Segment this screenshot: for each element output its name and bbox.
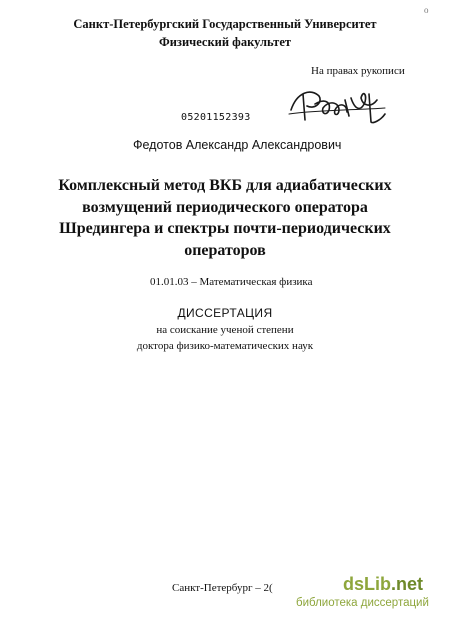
corner-mark: o: [424, 5, 429, 15]
faculty-name: Физический факультет: [158, 35, 292, 49]
title-line: Шредингера и спектры почти-периодических: [59, 220, 391, 237]
city-year: Санкт-Петербург – 2(: [172, 582, 273, 594]
watermark-logo[interactable]: [343, 574, 423, 595]
handwritten-signature: [285, 80, 390, 125]
university-name: Санкт-Петербургский Государственный Университет: [73, 17, 377, 31]
degree-name: доктора физико-математических наук: [136, 340, 314, 352]
manuscript-rights-note: На правах рукописи: [311, 65, 405, 77]
watermark-subtitle: библиотека диссертаций: [296, 597, 429, 609]
title-line: операторов: [184, 241, 266, 259]
watermark-logo-part2: .net: [391, 574, 424, 594]
author-name: Федотов Александр Александрович: [133, 138, 342, 152]
title-line: возмущений периодического оператора: [82, 198, 368, 216]
dissertation-label: ДИССЕРТАЦИЯ: [177, 306, 273, 320]
specialty-code: 01.01.03 – Математическая физика: [150, 276, 313, 288]
document-code: 05201152393: [181, 112, 251, 123]
degree-purpose: на соискание ученой степени: [156, 324, 294, 336]
title-line: Комплексный метод ВКБ для адиабатических: [58, 177, 392, 194]
watermark-logo-part1: dsLib: [343, 574, 391, 594]
dissertation-title: [0, 175, 450, 261]
